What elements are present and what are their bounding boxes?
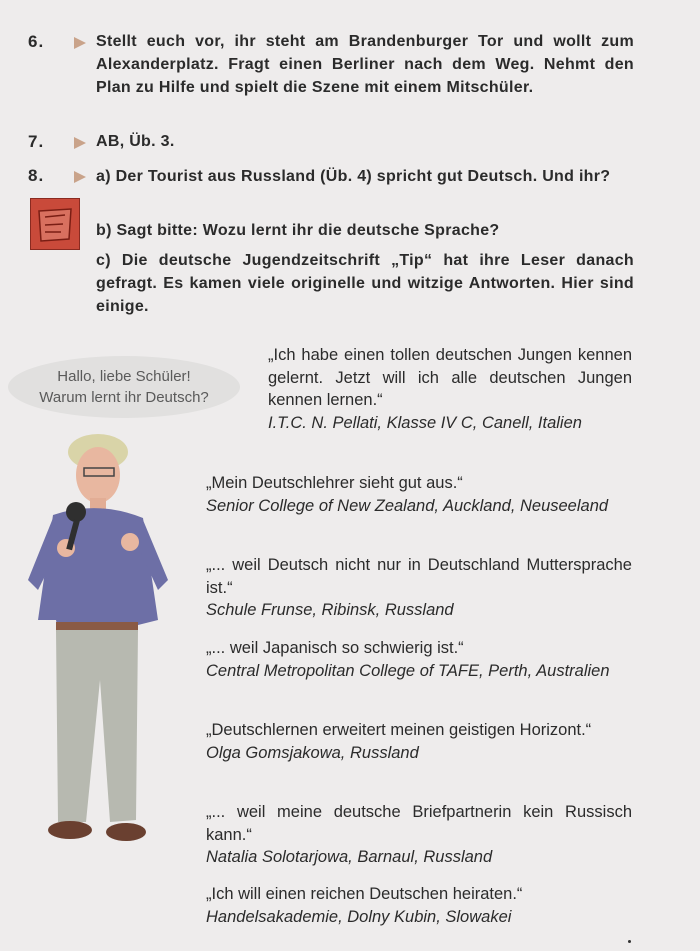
quote-item <box>206 637 632 682</box>
quote-text: „Ich habe einen tollen deutschen Jungen kennen gelernt. Jetzt will ich alle deutschen Jungen kennen lernen.“ <box>268 346 632 409</box>
quote-item <box>206 801 632 869</box>
quote-text: „Deutschlernen erweitert meinen geistigen Horizont.“ <box>206 721 592 739</box>
speaking-icon <box>30 198 80 250</box>
page-mark <box>628 940 631 943</box>
quote-source: Olga Gomsjakowa, Russland <box>206 743 419 762</box>
exercise-8c-text: c) Die deutsche Jugendzeitschrift „Tip“ hat ihre Leser danach gefragt. Es kamen viele originelle und witzige Antworten. Hier sind einige. <box>96 252 634 315</box>
quote-source: Central Metropolitan College of TAFE, Perth, Australien <box>206 661 610 680</box>
exercise-number-6: 6. <box>28 32 45 51</box>
quote-source: Natalia Solotarjowa, Barnaul, Russland <box>206 848 493 866</box>
quote-text: „Ich will einen reichen Deutschen heiraten.“ <box>206 885 523 903</box>
quote-item <box>206 883 632 928</box>
bubble-line-2: Warum lernt ihr Deutsch? <box>39 389 209 406</box>
quote-text: „... weil meine deutsche Briefpartnerin kein Russisch kann.“ <box>206 803 632 844</box>
quote-item <box>206 472 632 517</box>
exercise-8a-text: a) Der Tourist aus Russland (Üb. 4) spricht gut Deutsch. Und ihr? <box>96 168 611 185</box>
quote-source: I.T.C. N. Pellati, Klasse IV C, Canell, Italien <box>268 413 582 432</box>
arrow-icon <box>74 171 86 183</box>
quote-source: Handelsakademie, Dolny Kubin, Slowakei <box>206 907 512 926</box>
quote-source: Schule Frunse, Ribinsk, Russland <box>206 601 454 619</box>
exercise-6-text: Stellt euch vor, ihr steht am Brandenburger Tor und wollt zum Alexanderplatz. Fragt einen Berliner nach dem Weg. Nehmt den Plan zu Hilfe und spielt die Szene mit einem Mitschüler. <box>96 33 634 96</box>
quote-item <box>268 344 632 434</box>
exercise-7-text: AB, Üb. 3. <box>96 133 175 150</box>
quote-source: Senior College of New Zealand, Auckland, Neuseeland <box>206 496 609 515</box>
arrow-icon <box>74 37 86 49</box>
exercise-number-7: 7. <box>28 132 45 151</box>
arrow-icon <box>74 137 86 149</box>
speech-bubble-text <box>8 366 240 408</box>
quote-text: „... weil Japanisch so schwierig ist.“ <box>206 639 464 657</box>
exercise-number-8: 8. <box>28 166 45 185</box>
quote-text: „... weil Deutsch nicht nur in Deutschland Muttersprache ist.“ <box>206 556 632 597</box>
exercise-8b-text: b) Sagt bitte: Wozu lernt ihr die deutsche Sprache? <box>96 222 500 239</box>
bubble-line-1: Hallo, liebe Schüler! <box>57 368 191 385</box>
quote-item <box>206 719 632 764</box>
quote-text: „Mein Deutschlehrer sieht gut aus.“ <box>206 474 463 492</box>
quote-item <box>206 554 632 622</box>
reporter-illustration <box>18 430 198 880</box>
